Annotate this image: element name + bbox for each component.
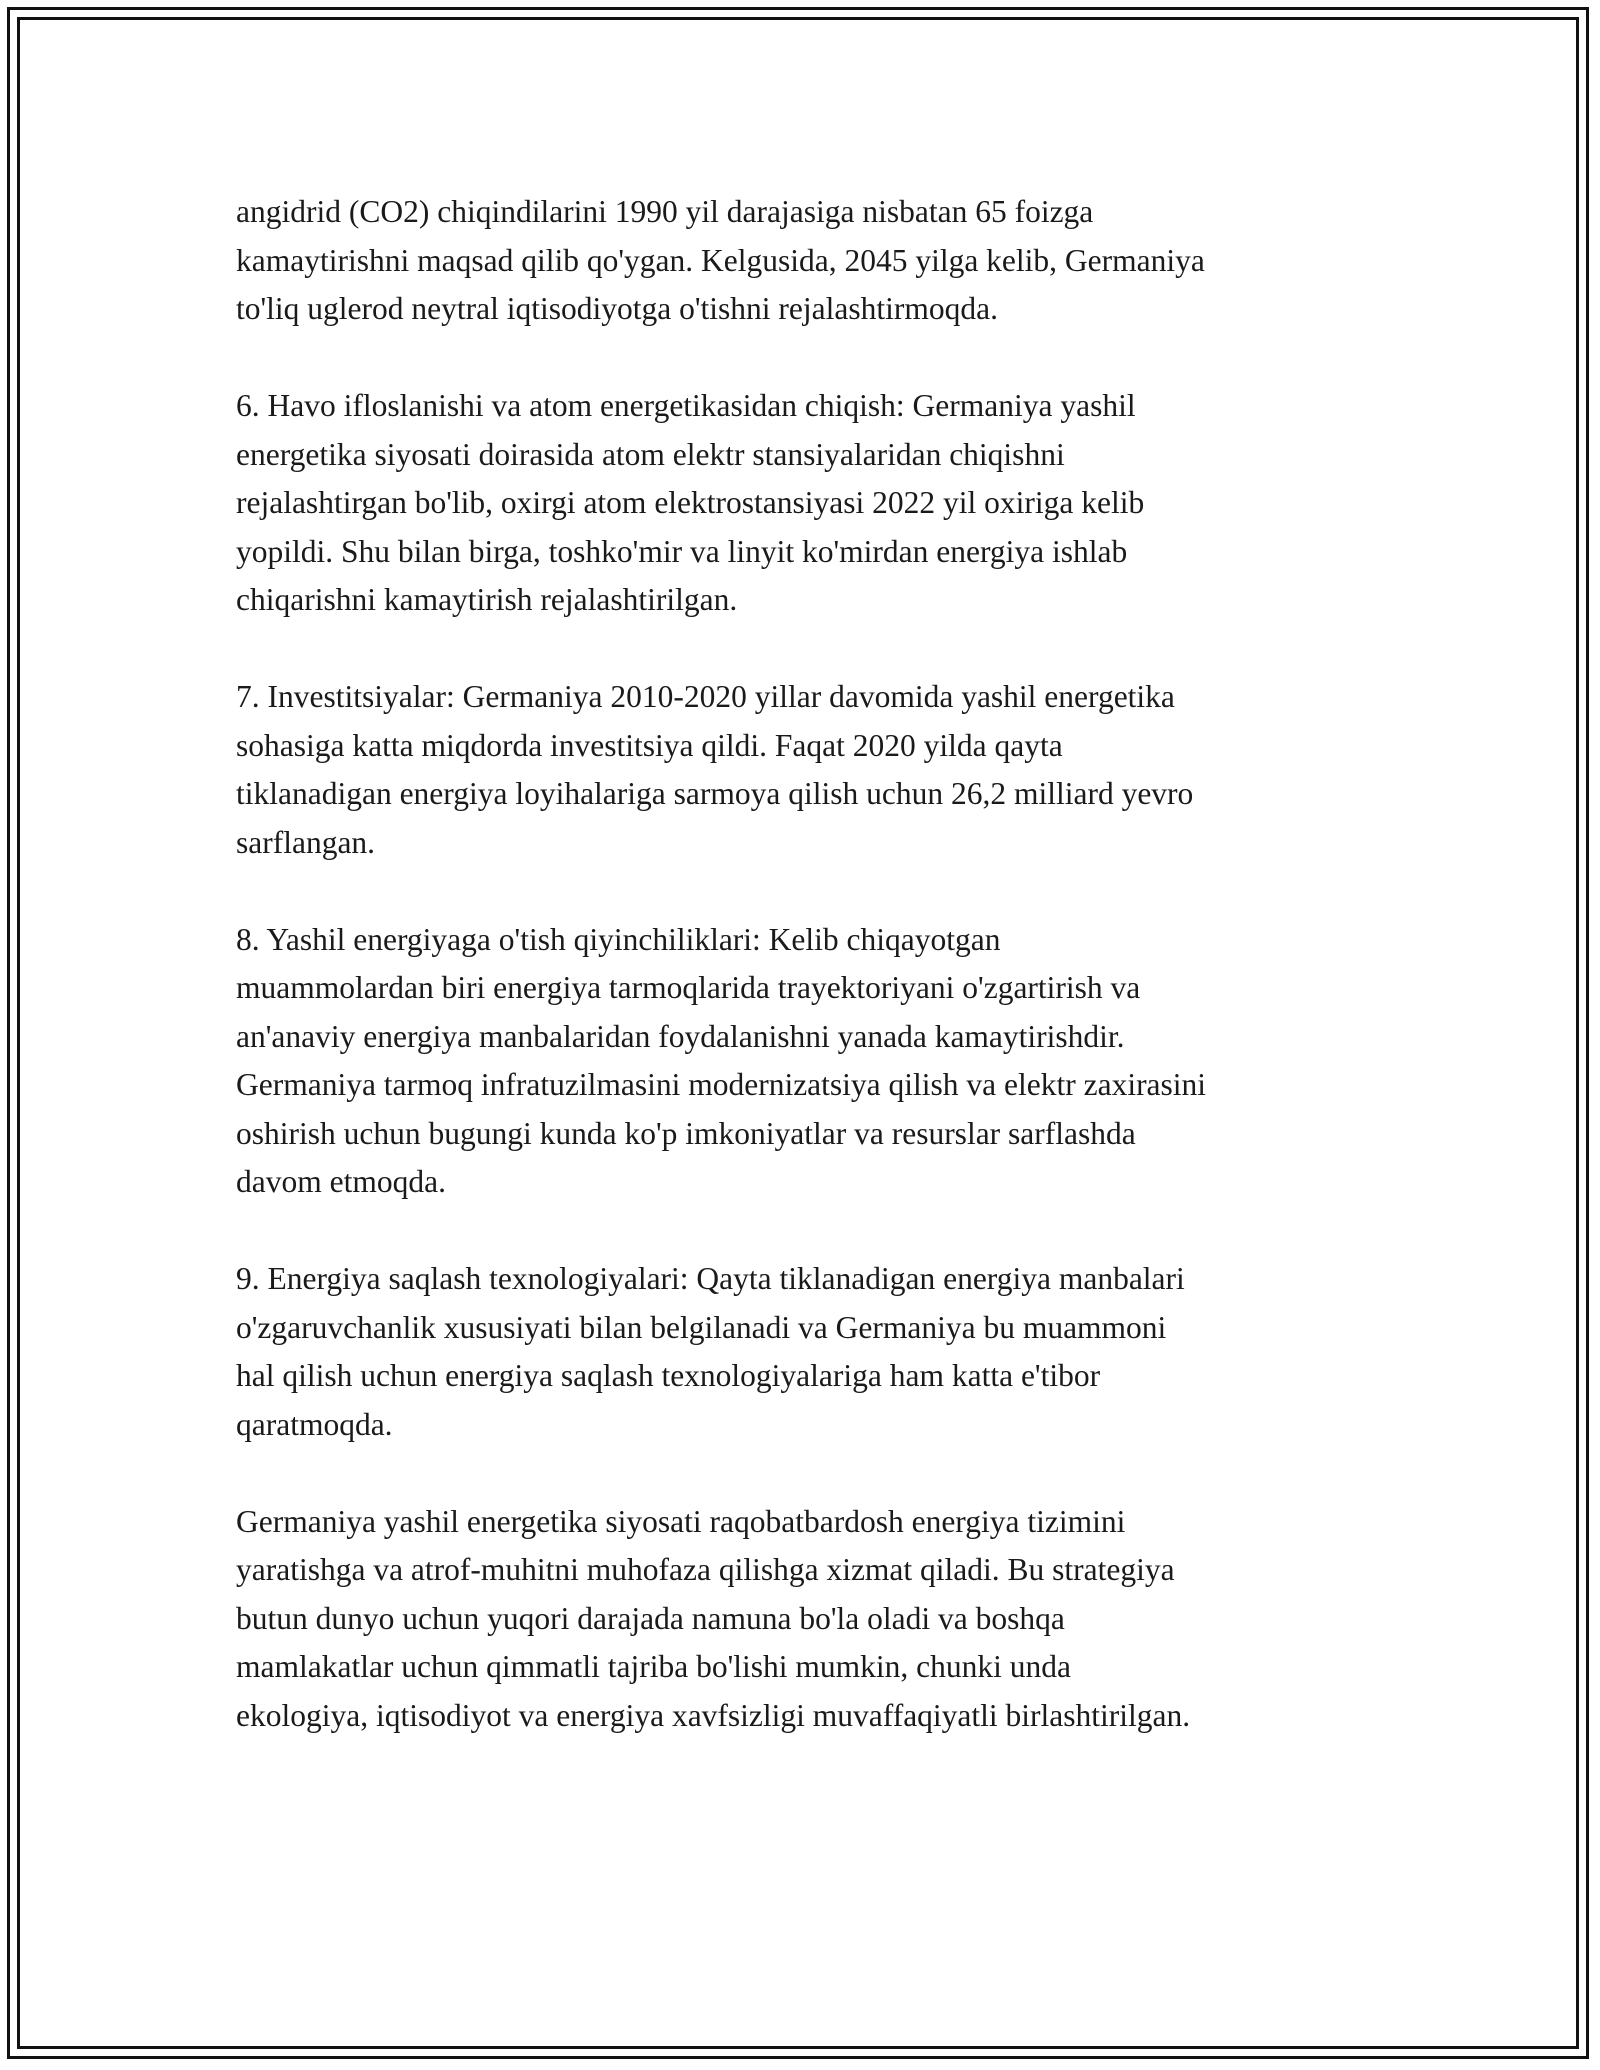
paragraph-nuclear-exit: 6. Havo ifloslanishi va atom energetikasidan chiqish: Germaniya yashil energetika siyosati doirasida atom elektr stansiyalaridan chiqishni rejalashtirgan bo'lib, oxirgi atom elektrostansiyasi 2022 yil oxiriga kelib yopildi. Shu bilan birga, toshko'mir va linyit ko'mirdan energiya ishlab chiqarishni kamaytirish rejalashtirilgan. — [236, 388, 1145, 617]
paragraph-investments: 7. Investitsiyalar: Germaniya 2010-2020 yillar davomida yashil energetika sohasiga katta miqdorda investitsiya qildi. Faqat 2020 yilda qayta tiklanadigan energiya loyihalariga sarmoya qilish uchun 26,2 milliard yevro sarflangan. — [236, 679, 1194, 860]
paragraph-energy-storage: 9. Energiya saqlash texnologiyalari: Qayta tiklanadigan energiya manbalari o'zgaruvchanlik xususiyati bilan belgilanadi va Germaniya bu muammoni hal qilish uchun energiya saqlash texnologiyalariga ham katta e'tibor qaratmoqda. — [236, 1261, 1185, 1442]
document-body — [236, 188, 1386, 1740]
paragraph-conclusion: Germaniya yashil energetika siyosati raqobatbardosh energiya tizimini yaratishga va atrof-muhitni muhofaza qilishga xizmat qiladi. Bu strategiya butun dunyo uchun yuqori darajada namuna bo'la oladi va boshqa mamlakatlar uchun qimmatli tajriba bo'lishi mumkin, chunki unda ekologiya, iqtisodiyot va energiya xavfsizligi muvaffaqiyatli birlashtirilgan. — [236, 1503, 1191, 1733]
paragraph-co2-goals: angidrid (CO2) chiqindilarini 1990 yil darajasiga nisbatan 65 foizga kamaytirishni maqsad qilib qo'ygan. Kelgusida, 2045 yilga kelib, Germaniya to'liq uglerod neytral iqtisodiyotga o'tishni rejalashtirmoqda. — [236, 194, 1205, 326]
paragraph-transition-challenges: 8. Yashil energiyaga o'tish qiyinchiliklari: Kelib chiqayotgan muammolardan biri energiya tarmoqlarida trayektoriyani o'zgartirish va an'anaviy energiya manbalaridan foydalanishni yanada kamaytirishdir. Germaniya tarmoq infratuzilmasini modernizatsiya qilish va elektr zaxirasini oshirish uchun bugungi kunda ko'p imkoniyatlar va resurslar sarflashda davom etmoqda. — [236, 921, 1207, 1199]
